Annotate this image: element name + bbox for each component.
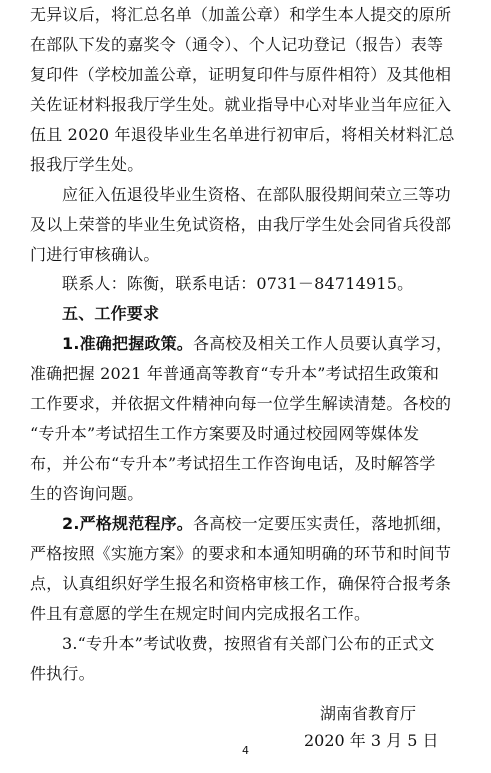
requirement-1-first-line [62,331,491,357]
text-line: 及以上荣誉的毕业生免试资格，由我厅学生处会同省兵役部 [30,215,452,234]
text-line: 生的咨询问题。 [30,484,144,503]
text-line: 工作要求，并依据文件精神向每一位学生解读清楚。各校的 [30,394,452,413]
text-line: 布，并公布“专升本”考试招生工作咨询电话，及时解答学 [30,454,436,473]
text-line: 件且有意愿的学生在规定时间内完成报名工作。 [30,604,371,623]
contact-line: 联系人：陈衡，联系电话：0731－84714915。 [62,274,414,293]
text-line: 准确把握 2021 年普通高等教育“专升本”考试招生政策和 [30,364,440,383]
text-line: 报我厅学生处。 [30,155,144,174]
requirement-2-first-line [62,511,491,537]
text-line: “专升本”考试招生工作方案要及时通过校园网等媒体发 [30,424,420,443]
section-heading: 五、工作要求 [62,304,160,323]
text-line: 件执行。 [30,664,95,683]
requirement-2-text: 各高校一定要压实责任，落地抓细， [193,514,453,533]
text-line: 点，认真组织好学生报名和资格审核工作，确保符合报考条 [30,574,452,593]
requirement-1-title: 1.准确把握政策。 [62,334,194,353]
requirement-2-title: 2.严格规范程序。 [62,514,194,533]
text-line: 应征入伍退役毕业生资格、在部队服役期间荣立三等功 [62,185,451,204]
text-line: 严格按照《实施方案》的要求和本通知明确的环节和时间节 [30,544,452,563]
text-line: 伍且 2020 年退役毕业生名单进行初审后，将相关材料汇总 [30,125,455,144]
text-line: 3.“专升本”考试收费，按照省有关部门公布的正式文 [62,634,435,653]
text-line: 复印件（学校加盖公章，证明复印件与原件相符）及其他相 [30,65,452,84]
text-line: 关佐证材料报我厅学生处。就业指导中心对毕业当年应征入 [30,95,452,114]
requirement-1-text: 各高校及相关工作人员要认真学习， [193,334,453,353]
signature-date: 2020 年 3 月 5 日 [304,731,439,750]
page-number: 4 [242,744,249,757]
signature-org: 湖南省教育厅 [320,704,417,723]
text-line: 门进行审核确认。 [30,245,160,264]
text-line: 无异议后，将汇总名单（加盖公章）和学生本人提交的原所 [30,5,452,24]
text-line: 在部队下发的嘉奖令（通令）、个人记功登记（报告）表等 [30,35,444,54]
